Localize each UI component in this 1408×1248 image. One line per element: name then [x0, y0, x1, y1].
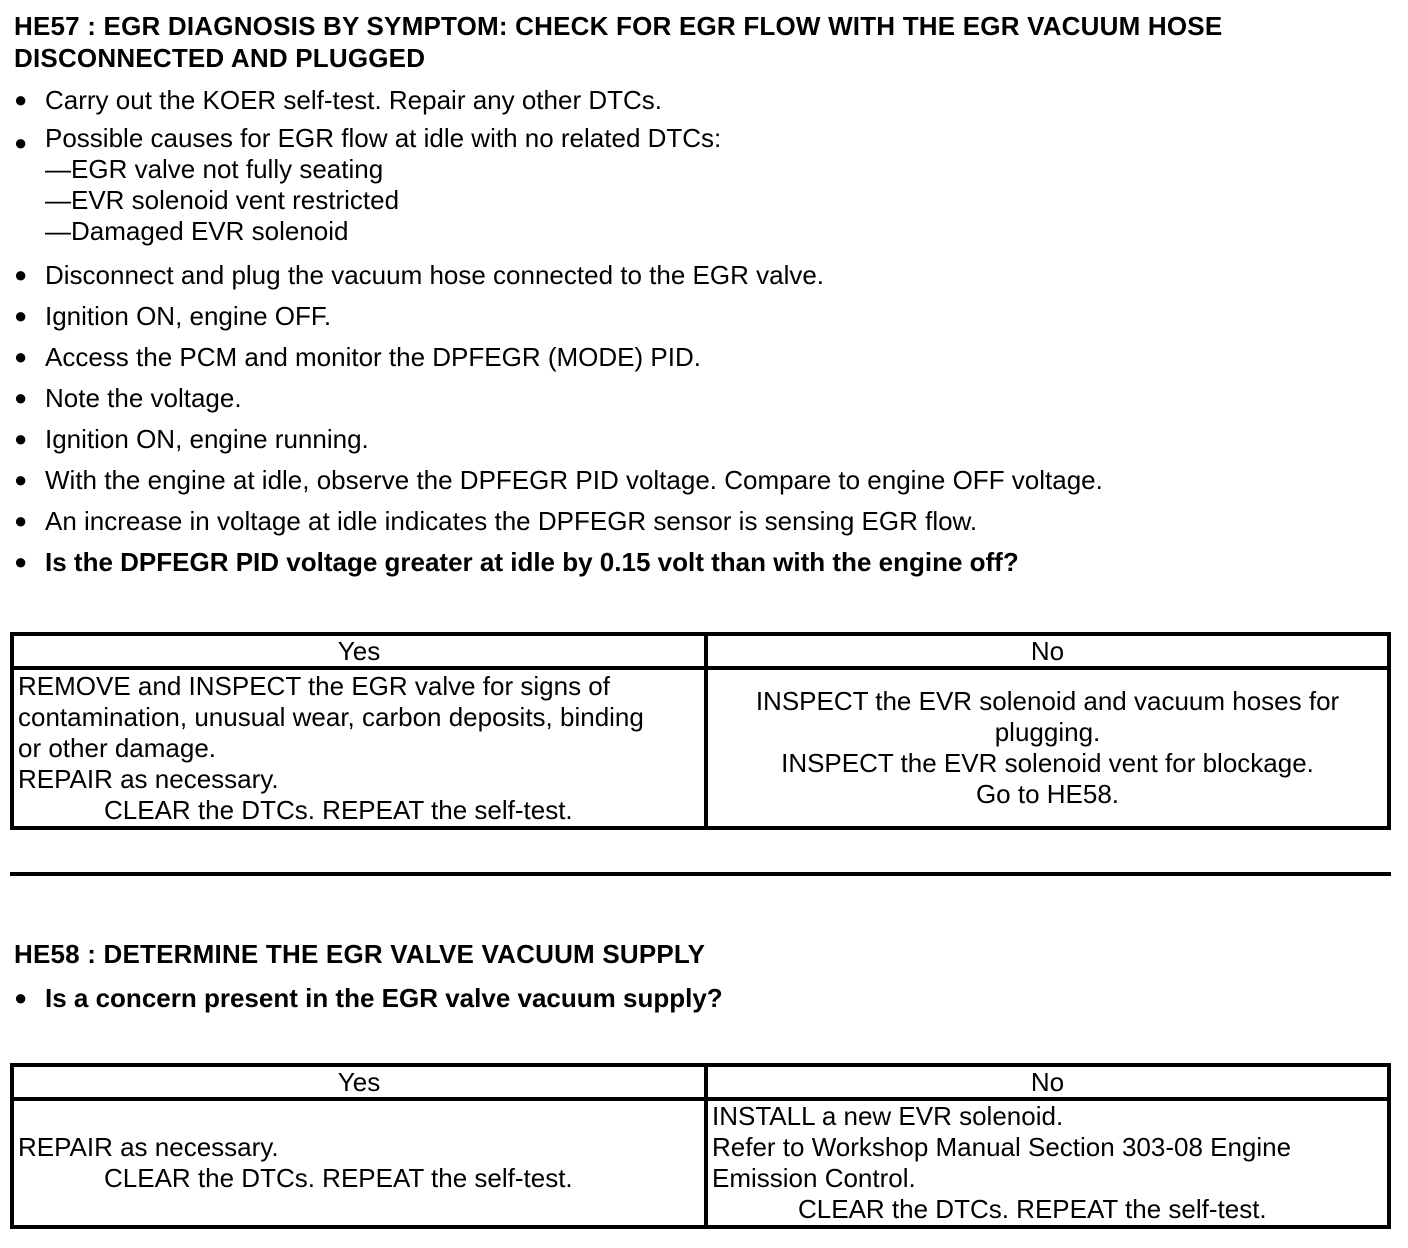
he57-steps-list — [14, 82, 1103, 580]
step-text: Carry out the KOER self-test. Repair any other DTCs. — [45, 85, 662, 115]
yes-header: Yes — [12, 634, 706, 668]
no-line: Go to HE58. — [975, 779, 1120, 809]
yes-cell — [12, 1099, 706, 1227]
bullet-icon: ● — [14, 985, 28, 1010]
bullet-icon: ● — [14, 508, 28, 533]
yes-line: or other damage. — [18, 732, 217, 763]
bullet-icon: ● — [14, 385, 28, 410]
list-item — [14, 421, 1103, 457]
yes-line: REPAIR as necessary. — [18, 1132, 279, 1162]
yes-line: CLEAR the DTCs. REPEAT the self-test. — [104, 794, 573, 825]
cause-item: —EVR solenoid vent restricted — [45, 185, 400, 215]
step-text: Ignition ON, engine running. — [45, 424, 369, 454]
he57-decision-table — [10, 632, 1391, 830]
yes-line: REMOVE and INSPECT the EGR valve for signs of — [18, 670, 610, 701]
list-item — [14, 544, 1103, 580]
no-line: INSPECT the EVR solenoid and vacuum hoses for — [755, 686, 1340, 716]
step-text: Ignition ON, engine OFF. — [45, 301, 332, 331]
yes-line: contamination, unusual wear, carbon deposits, binding — [18, 701, 644, 732]
no-header: No — [706, 1065, 1389, 1099]
no-line: INSPECT the EVR solenoid vent for blockage. — [781, 748, 1314, 778]
bullet-icon: ● — [14, 344, 28, 369]
table-row — [12, 1099, 1389, 1227]
list-item — [14, 298, 1103, 334]
he58-title: HE58 : DETERMINE THE EGR VALVE VACUUM SUPPLY — [14, 939, 706, 969]
bullet-icon: ● — [14, 262, 28, 287]
no-header: No — [706, 634, 1389, 668]
list-item — [14, 82, 1103, 118]
yes-cell — [12, 668, 706, 828]
no-line: CLEAR the DTCs. REPEAT the self-test. — [798, 1194, 1267, 1224]
bullet-icon: ● — [14, 426, 28, 451]
he57-title — [14, 10, 1222, 74]
step-text: Note the voltage. — [45, 383, 242, 413]
list-item — [14, 503, 1103, 539]
list-item — [14, 980, 723, 1016]
no-line: Refer to Workshop Manual Section 303-08 Engine — [712, 1132, 1292, 1162]
he58-steps-list — [14, 980, 723, 1016]
no-line: Emission Control. — [712, 1163, 916, 1193]
no-cell — [706, 1099, 1389, 1227]
step-text: Disconnect and plug the vacuum hose connected to the EGR valve. — [45, 260, 825, 290]
yes-line: REPAIR as necessary. — [18, 763, 279, 794]
table-row — [12, 668, 1389, 828]
bullet-icon: ● — [14, 549, 28, 574]
section-divider — [10, 872, 1391, 876]
cause-item: —EGR valve not fully seating — [45, 154, 384, 184]
question-text: Is the DPFEGR PID voltage greater at idle by 0.15 volt than with the engine off? — [45, 547, 1019, 577]
bullet-icon: ● — [14, 87, 28, 112]
step-text: Access the PCM and monitor the DPFEGR (MODE) PID. — [45, 342, 701, 372]
step-text: With the engine at idle, observe the DPFEGR PID voltage. Compare to engine OFF voltage. — [45, 465, 1103, 495]
list-item — [14, 257, 1103, 293]
yes-line: CLEAR the DTCs. REPEAT the self-test. — [104, 1163, 573, 1193]
no-line: INSTALL a new EVR solenoid. — [712, 1101, 1064, 1131]
he57-title-line2: DISCONNECTED AND PLUGGED — [14, 43, 426, 73]
he58-decision-table — [10, 1063, 1391, 1229]
cause-item: —Damaged EVR solenoid — [45, 216, 349, 246]
step-text: Possible causes for EGR flow at idle with no related DTCs: — [45, 123, 722, 153]
bullet-icon: ● — [14, 130, 28, 155]
step-text: An increase in voltage at idle indicates the DPFEGR sensor is sensing EGR flow. — [45, 506, 978, 536]
he57-title-line1: HE57 : EGR DIAGNOSIS BY SYMPTOM: CHECK FOR EGR FLOW WITH THE EGR VACUUM HOSE — [14, 11, 1223, 41]
no-cell — [706, 668, 1389, 828]
bullet-icon: ● — [14, 467, 28, 492]
list-item — [14, 462, 1103, 498]
question-text: Is a concern present in the EGR valve vacuum supply? — [45, 983, 723, 1013]
yes-header: Yes — [12, 1065, 706, 1099]
list-item — [14, 123, 1103, 247]
list-item — [14, 339, 1103, 375]
table-header-row — [12, 1065, 1389, 1099]
no-line: plugging. — [994, 717, 1101, 747]
table-header-row — [12, 634, 1389, 668]
bullet-icon: ● — [14, 303, 28, 328]
list-item — [14, 380, 1103, 416]
